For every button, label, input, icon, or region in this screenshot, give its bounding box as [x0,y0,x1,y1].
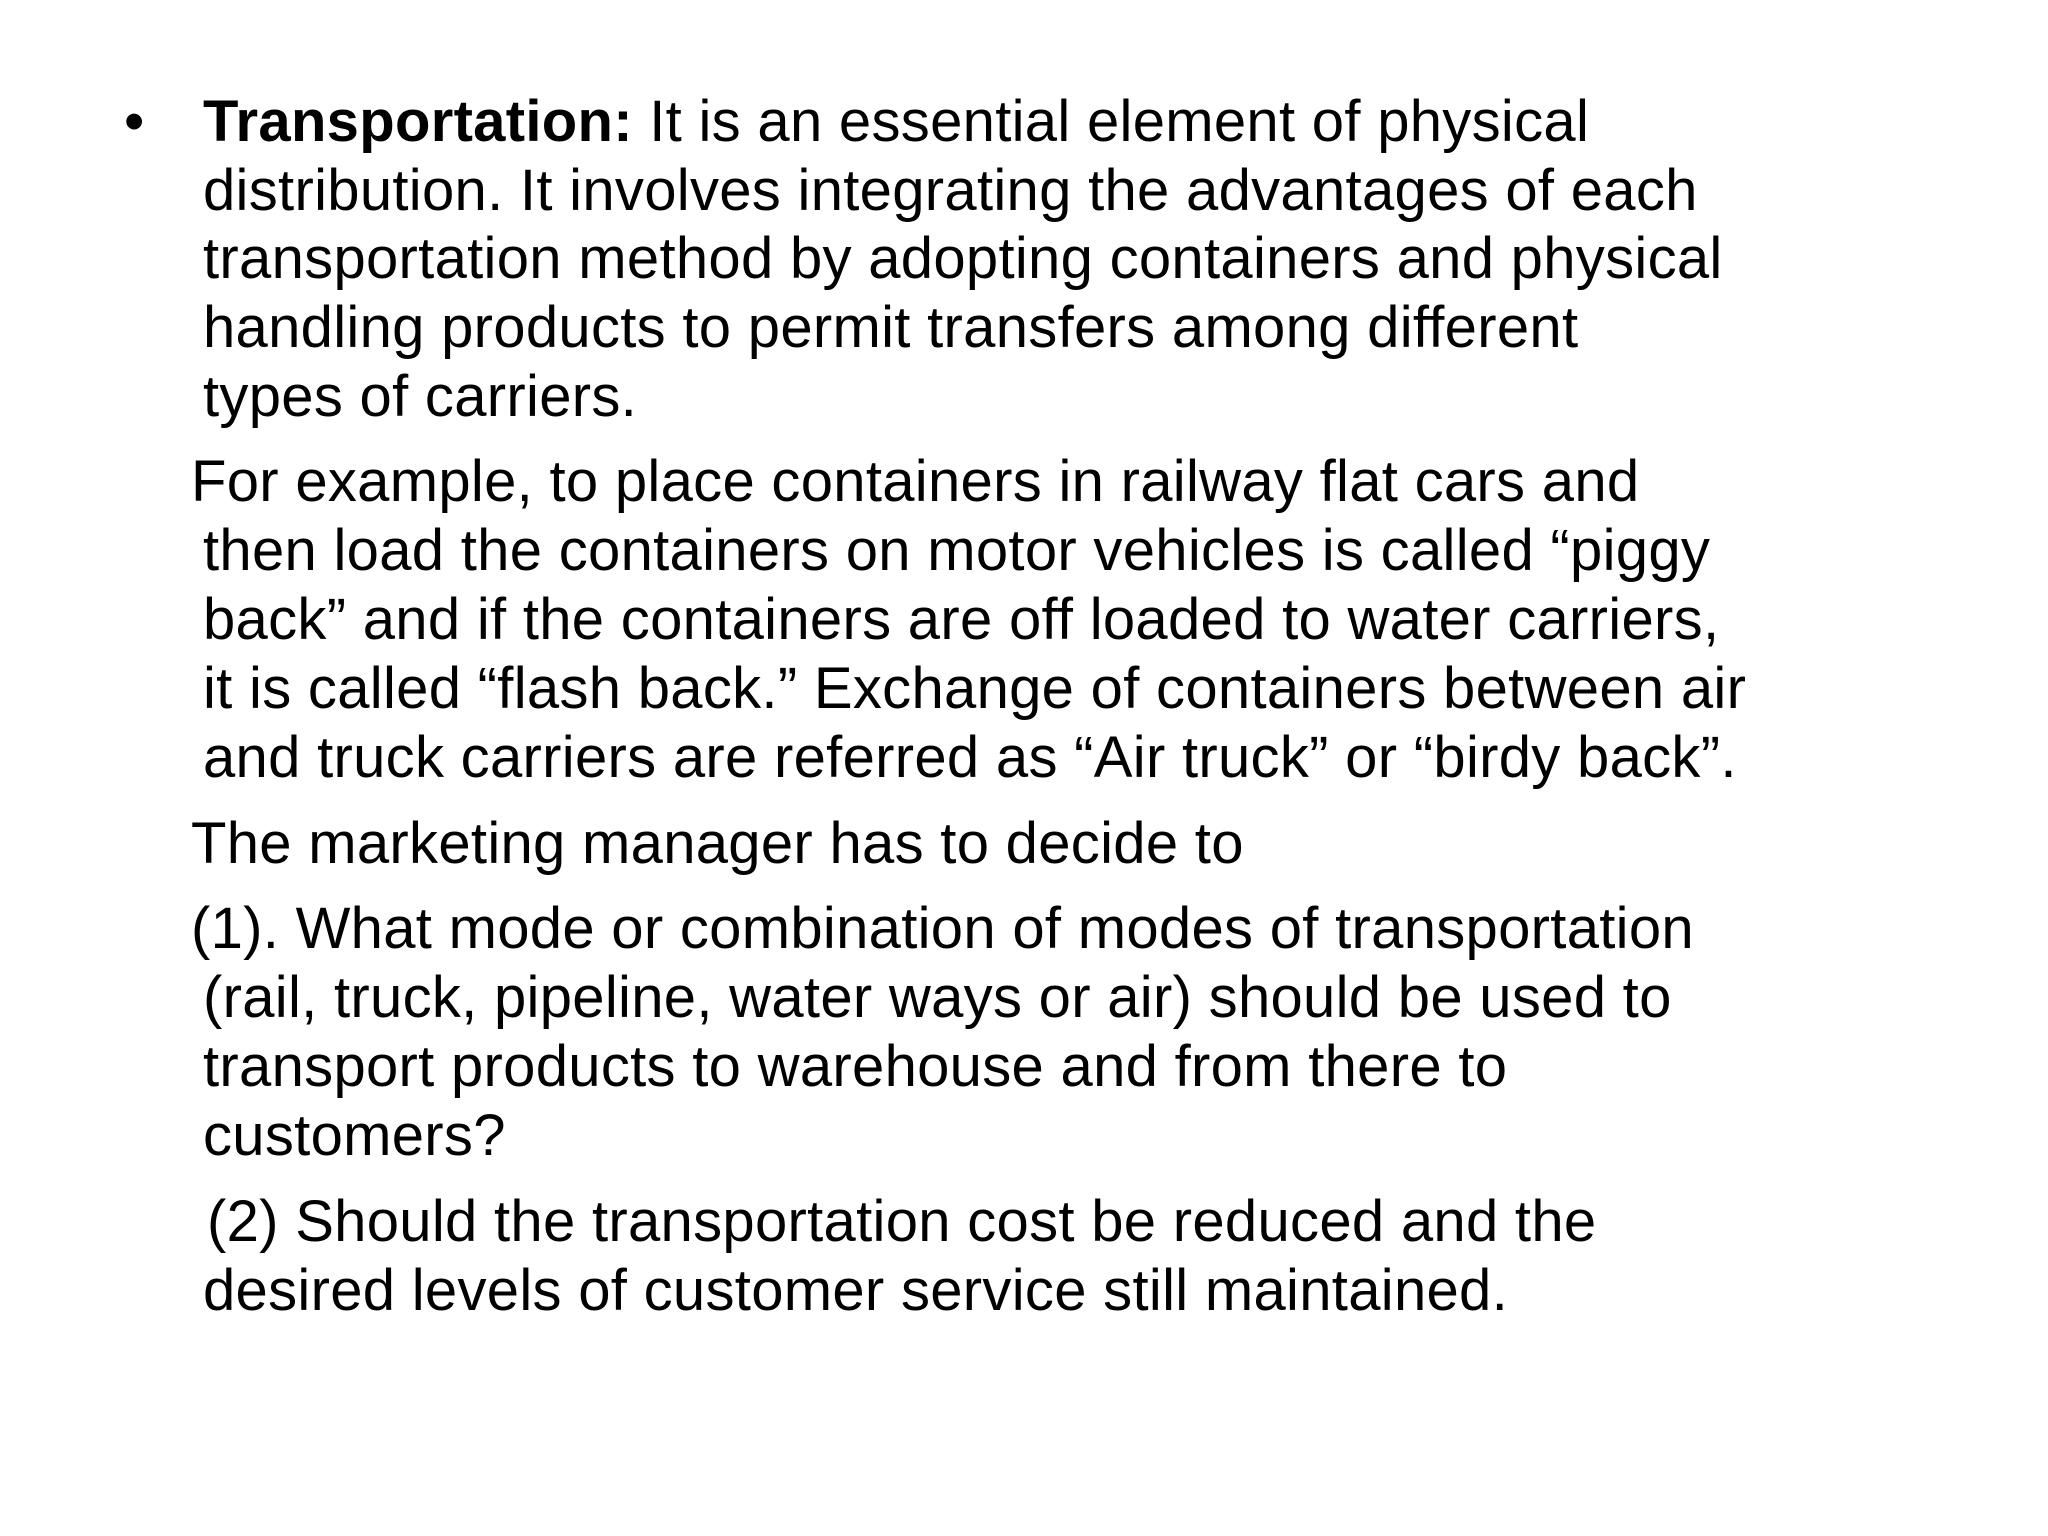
example-line-2: then load the containers on motor vehicles is called “piggy [203,518,1711,583]
question-1-line-1: (1). What mode or combination of modes of transportation [191,896,1694,961]
question-1-line-4: customers? [203,1103,506,1168]
bullet-icon: • [124,89,145,154]
question-2-line-2: desired levels of customer service still maintained. [203,1258,1509,1323]
paragraph-line-4: handling products to permit transfers among different [203,295,1579,360]
question-1-line-2: (rail, truck, pipeline, water ways or air) should be used to [203,965,1672,1030]
manager-line: The marketing manager has to decide to [191,811,1244,876]
question-1-line-3: transport products to warehouse and from there to [203,1034,1508,1099]
question-2-line-1: (2) Should the transportation cost be reduced and the [207,1189,1597,1254]
example-line-5: and truck carriers are referred as “Air truck” or “birdy back”. [203,725,1737,790]
example-line-1: For example, to place containers in railway flat cars and [191,449,1640,514]
example-line-3: back” and if the containers are off loaded to water carriers, [203,587,1720,652]
example-line-4: it is called “flash back.” Exchange of containers between air [203,656,1747,721]
paragraph-line-2: distribution. It involves integrating the advantages of each [203,158,1698,223]
transportation-heading: Transportation: [203,89,633,154]
paragraph-line-1 [203,88,1589,156]
paragraph-line-3: transportation method by adopting containers and physical [203,226,1723,291]
line-1-text: It is an essential element of physical [632,89,1590,154]
paragraph-line-5: types of carriers. [203,364,638,429]
